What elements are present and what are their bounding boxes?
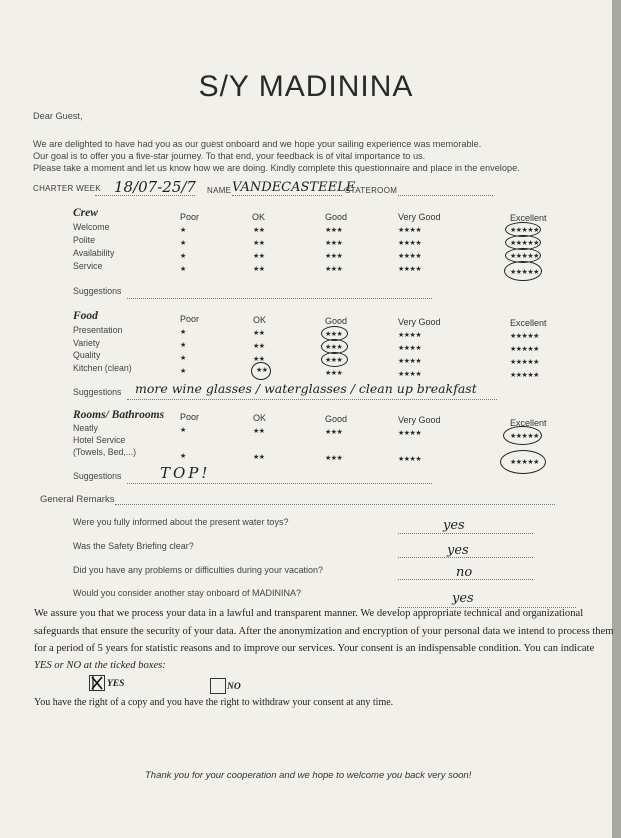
rating-good[interactable]: ★★★: [325, 227, 343, 234]
food-header-ok: OK: [253, 315, 267, 325]
crew-row-label: Welcome: [73, 222, 110, 232]
charter-week-label: CHARTER WEEK: [33, 184, 101, 193]
crew-header-ok: OK: [252, 212, 266, 222]
rating-excellent[interactable]: ★★★★★: [510, 240, 539, 247]
checkmark-x-icon: [90, 676, 104, 690]
charter-week-value[interactable]: 18/07-25/7: [114, 178, 196, 196]
rating-excellent[interactable]: ★★★★★: [510, 269, 539, 276]
rating-excellent[interactable]: ★★★★★: [510, 459, 539, 466]
privacy-line-4: YES or NO at the ticked boxes:: [34, 660, 166, 671]
thank-you-text: Thank you for your cooperation and we hope to welcome you back very soon!: [145, 770, 472, 781]
rooms-row-label: Hotel Service: [73, 435, 126, 445]
selection-circle: [504, 261, 542, 281]
name-value[interactable]: VANDECASTEELE: [232, 180, 356, 195]
stateroom-label: STATEROOM: [345, 186, 398, 195]
rating-very-good[interactable]: ★★★★: [398, 253, 422, 260]
rating-poor[interactable]: ★: [180, 427, 186, 434]
answer[interactable]: yes: [447, 543, 469, 558]
rooms-row-label: Neatly: [73, 423, 98, 433]
crew-suggestions-line[interactable]: [127, 297, 432, 299]
intro-line-2: Our goal is to offer you a five-star journey. To that end, your feedback is of vital importance to us.: [33, 151, 426, 161]
selection-circle: [500, 450, 546, 474]
question: Was the Safety Briefing clear?: [73, 541, 194, 551]
rating-excellent[interactable]: ★★★★★: [510, 253, 539, 260]
food-header-good: Good: [325, 316, 348, 326]
intro-line-3: Please take a moment and let us know how we are doing. Kindly complete this questionnaire and place in the envelope.: [33, 163, 520, 173]
rating-excellent[interactable]: ★★★★★: [510, 433, 539, 440]
rating-excellent[interactable]: ★★★★★: [510, 372, 539, 379]
rooms-suggestions-value[interactable]: TOP!: [160, 464, 211, 482]
selection-circle: [503, 426, 542, 445]
rooms-section-title: Rooms/ Bathrooms: [73, 409, 165, 421]
rating-excellent[interactable]: ★★★★★: [510, 359, 539, 366]
rating-good[interactable]: ★★★: [325, 370, 343, 377]
rating-good[interactable]: ★★★: [325, 266, 343, 273]
food-suggestions-label: Suggestions: [73, 387, 122, 397]
rating-excellent[interactable]: ★★★★★: [510, 346, 539, 353]
rating-very-good[interactable]: ★★★★: [398, 266, 422, 273]
rating-ok[interactable]: ★★: [253, 343, 265, 350]
rating-excellent[interactable]: ★★★★★: [510, 333, 539, 340]
rating-very-good[interactable]: ★★★★: [398, 358, 422, 365]
food-suggestions-line: [127, 398, 497, 400]
rights-text: You have the right of a copy and you have the right to withdraw your consent at any time.: [34, 697, 394, 708]
rating-poor[interactable]: ★: [180, 342, 186, 349]
question: Did you have any problems or difficulties during your vacation?: [73, 565, 323, 575]
food-row-label: Presentation: [73, 325, 123, 335]
rating-poor[interactable]: ★: [180, 253, 186, 260]
rooms-suggestions-line: [127, 482, 432, 484]
rooms-header-poor: Poor: [180, 412, 200, 422]
rating-poor[interactable]: ★: [180, 227, 186, 234]
rating-good[interactable]: ★★★: [325, 357, 343, 364]
food-row-label: Quality: [73, 350, 101, 360]
crew-header-good: Good: [325, 212, 348, 222]
no-label: NO: [227, 682, 241, 692]
food-row-label: Variety: [73, 338, 100, 348]
rating-ok[interactable]: ★★: [253, 240, 265, 247]
rating-poor[interactable]: ★: [180, 368, 186, 375]
rating-ok[interactable]: ★★: [253, 454, 265, 461]
page-title: S/Y MADININA: [198, 70, 414, 103]
rating-ok[interactable]: ★★: [253, 266, 265, 273]
rating-very-good[interactable]: ★★★★: [398, 430, 422, 437]
rating-excellent[interactable]: ★★★★★: [510, 227, 539, 234]
privacy-line-2: safeguards that ensure the security of your data. After the anonymization and encryption of your personal data we intend to process them: [34, 626, 614, 637]
answer-line: [398, 532, 533, 534]
rooms-header-excellent: Excellent: [510, 418, 547, 428]
food-section-title: Food: [73, 310, 98, 322]
crew-header-excellent: Excellent: [510, 213, 547, 223]
rating-very-good[interactable]: ★★★★: [398, 240, 422, 247]
crew-row-label: Polite: [73, 235, 96, 245]
rating-good[interactable]: ★★★: [325, 331, 343, 338]
privacy-line-3: for a period of 5 years for statistic reasons and to improve our services. Your consent is an indispensable condition. You can indicate: [34, 643, 595, 654]
rating-poor[interactable]: ★: [180, 453, 186, 460]
rating-ok[interactable]: ★★: [256, 367, 268, 374]
privacy-line-1: We assure you that we process your data in a lawful and transparent manner. We develop appropriate technical and organizational: [34, 608, 584, 619]
yes-checkbox[interactable]: [89, 675, 105, 691]
crew-header-poor: Poor: [180, 212, 200, 222]
rating-poor[interactable]: ★: [180, 329, 186, 336]
food-suggestions-value[interactable]: more wine glasses / waterglasses / clean up breakfast: [135, 381, 477, 396]
rooms-header-ok: OK: [253, 413, 267, 423]
rating-good[interactable]: ★★★: [325, 429, 343, 436]
rooms-header-good: Good: [325, 414, 348, 424]
rating-very-good[interactable]: ★★★★: [398, 456, 422, 463]
rating-very-good[interactable]: ★★★★: [398, 371, 422, 378]
stateroom-line[interactable]: [398, 194, 493, 196]
rating-very-good[interactable]: ★★★★: [398, 227, 422, 234]
selection-circle: [321, 352, 348, 367]
rating-poor[interactable]: ★: [180, 240, 186, 247]
rating-very-good[interactable]: ★★★★: [398, 332, 422, 339]
answer[interactable]: no: [456, 565, 473, 580]
rating-poor[interactable]: ★: [180, 266, 186, 273]
question: Were you fully informed about the present water toys?: [73, 517, 289, 527]
intro-line-1: We are delighted to have had you as our guest onboard and we hope your sailing experience was memorable.: [33, 139, 482, 149]
answer[interactable]: yes: [443, 518, 465, 533]
yes-label: YES: [107, 679, 125, 689]
food-header-excellent: Excellent: [510, 318, 547, 328]
crew-row-label: Service: [73, 261, 103, 271]
rating-very-good[interactable]: ★★★★: [398, 345, 422, 352]
general-remarks-label: General Remarks: [40, 494, 115, 505]
crew-suggestions-label: Suggestions: [73, 286, 122, 296]
rating-ok[interactable]: ★★: [253, 227, 265, 234]
rating-poor[interactable]: ★: [180, 355, 186, 362]
food-row-label: Kitchen (clean): [73, 363, 132, 373]
food-header-poor: Poor: [180, 314, 200, 324]
greeting: Dear Guest,: [33, 111, 83, 121]
rooms-suggestions-label: Suggestions: [73, 471, 122, 481]
rating-good[interactable]: ★★★: [325, 344, 343, 351]
selection-circle: [251, 362, 271, 380]
rooms-header-very-good: Very Good: [398, 415, 441, 425]
rooms-row-label: (Towels, Bed,...): [73, 447, 137, 457]
rating-good[interactable]: ★★★: [325, 455, 343, 462]
question: Would you consider another stay onboard of MADININA?: [73, 588, 301, 598]
crew-section-title: Crew: [73, 207, 98, 219]
crew-header-very-good: Very Good: [398, 212, 441, 222]
rating-good[interactable]: ★★★: [325, 253, 343, 260]
food-header-very-good: Very Good: [398, 317, 441, 327]
answer[interactable]: yes: [452, 591, 474, 606]
name-label: NAME: [207, 186, 232, 195]
rating-ok[interactable]: ★★: [253, 330, 265, 337]
general-remarks-line[interactable]: [115, 503, 555, 505]
rating-good[interactable]: ★★★: [325, 240, 343, 247]
rating-ok[interactable]: ★★: [253, 428, 265, 435]
rating-ok[interactable]: ★★: [253, 356, 265, 363]
crew-row-label: Availability: [73, 248, 115, 258]
no-checkbox[interactable]: [210, 678, 226, 694]
rating-ok[interactable]: ★★: [253, 253, 265, 260]
